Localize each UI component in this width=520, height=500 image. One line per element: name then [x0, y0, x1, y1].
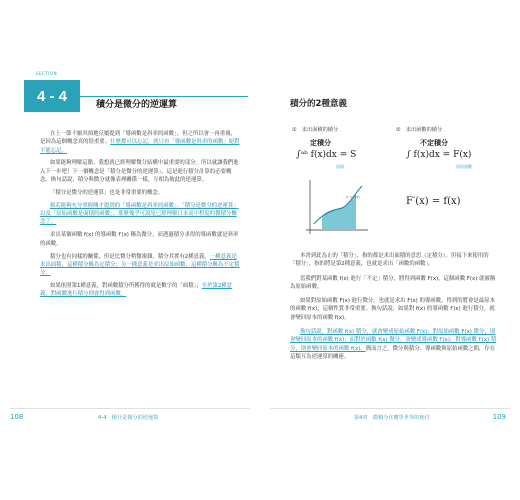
underlined-text: 換句話說，對函數 f(x) 積分，就會變成原始函數 F(x)；對原始函數 F(x) 微分，則會變回原本的函數 f(x)；而對於函數 f(x) 微分，會變成導函數 f′(x)，對導函數 f′(x) 積分，則會變回原本的函數 f(x)。	[290, 329, 497, 352]
paragraph-text: 本書到此為止的「積分」，指的都是求出面積的意思（定積分）。但接下來使用的「積分」，指的將是第2種意義，也就是求出「函數的函數」。	[290, 253, 489, 268]
indefinite-integral-heading: 不定積分	[420, 139, 448, 147]
paragraph-text: 當我們對某函數 f(x) 進行「不定」積分，將得到函數 F(x)，這個函數 F(x) 就被稱為原始函數。	[290, 275, 496, 290]
right-body-text	[290, 252, 498, 367]
section-number-badge: 4 - 4	[24, 80, 80, 112]
underlined-text: 至於第2種意義，對函數進行積分則會得到函數。	[40, 283, 233, 298]
paragraph-text: 在上一節不厭其煩地反覆提到「導函數是斜率的函數」，但之所以會一再重複，是因為這個概念真的很重要。	[40, 131, 236, 146]
paragraph	[40, 130, 240, 155]
right-page	[260, 0, 520, 500]
paragraph-text: 如果依照第1種意義，對函數積分所獲得的就是數字的「面積」；	[50, 283, 202, 290]
paragraph	[40, 189, 240, 197]
paragraph-text: 「積分是微分的逆運算」也是非常重要的概念。	[50, 189, 164, 196]
paragraph	[40, 231, 240, 248]
section-title: 積分是微分的逆運算	[96, 100, 178, 110]
footer-divider	[10, 408, 250, 409]
paragraph-text: 如果對原始函數 F(x) 進行微分，也就是求出 F(x) 的導函數，得到的將會是最原本的函數 f(x)，這個性質非常重要。換句話說，如果對 f(x) 的導函數 f′(x) 進行積分，就會變回原本的函數 f(x)。	[290, 298, 495, 321]
paragraph-text: 簡而言之，微分與積分、導函數與原始函數之間，存在這類互為逆運算的關連。	[290, 345, 496, 360]
curve-label: y = f(x)	[346, 195, 360, 199]
footer-divider-right	[270, 408, 510, 409]
underlined-text: 什麼都可以忘記，就只有「導函數是斜率的函數」絕對不能忘記。	[40, 139, 240, 154]
paragraph-text: 積分也有同樣的關係，但是比微分稍微複雜。積分其實有2種意義。	[50, 253, 210, 260]
derivative-formula: F′(x) = f(x)	[406, 196, 461, 207]
paragraph-text: 求出某個函數 f(x) 的導函數 f′(x) 稱為微分，而透過積分求得的導函數就是斜率的函數。	[40, 232, 239, 247]
definite-integral-heading: 定積分	[310, 139, 331, 147]
running-footer-right: 第4章 微積分在數學世界的地位	[354, 415, 430, 421]
running-footer-left: 4-4 積分是微分的逆運算	[98, 415, 159, 421]
paragraph	[290, 275, 498, 292]
page-number-left: 108	[10, 413, 24, 421]
area-tag: 面積	[336, 164, 344, 169]
area-under-curve-graph	[302, 178, 372, 236]
underlined-text: 一種意義是求出面積，這種積分稱為定積分；另一種意義是求出原始函數，這種積分稱為不定積分。	[40, 253, 240, 277]
paragraph	[40, 202, 240, 227]
paragraph	[40, 253, 240, 278]
section-label: SECTION	[36, 71, 58, 76]
paragraph	[40, 159, 240, 184]
underlined-text: 倘若能夠充分掌握剛才提到的「導函數是斜率的函數」、「積分是微分的逆運算」以及「原始函數是面積的函數」，那麼幾乎可說是已經理解日本高中程度的微積分概念了。	[40, 202, 239, 226]
meaning-1-label: ① 求出面積的積分	[292, 127, 339, 133]
paragraph	[290, 297, 498, 322]
page-number-right: 109	[492, 413, 506, 421]
indefinite-integral-formula: ∫ f(x)dx = F(x)	[406, 150, 472, 160]
meaning-2-label: ② 求出函數的積分	[396, 127, 443, 133]
paragraph	[40, 282, 240, 299]
paragraph	[290, 328, 498, 361]
primitive-function-tag: 原始函數	[456, 164, 472, 169]
paragraph	[290, 252, 498, 269]
figure-title: 積分的2種意義	[290, 99, 347, 109]
definite-integral-formula: ∫ᵃᵇ f(x)dx = S	[296, 150, 357, 160]
paragraph-text: 如果能夠理解這點，我想就已經理解微分結構中最重要的部分。所以就讓我們進入下一步吧！下一個概念是「積分是微分的逆運算」，這是進行積分計算的必要概念。換句話說，積分與微分就像表裡關係一樣，互相為彼此的逆運算。	[40, 160, 239, 184]
left-body-text	[40, 130, 240, 303]
